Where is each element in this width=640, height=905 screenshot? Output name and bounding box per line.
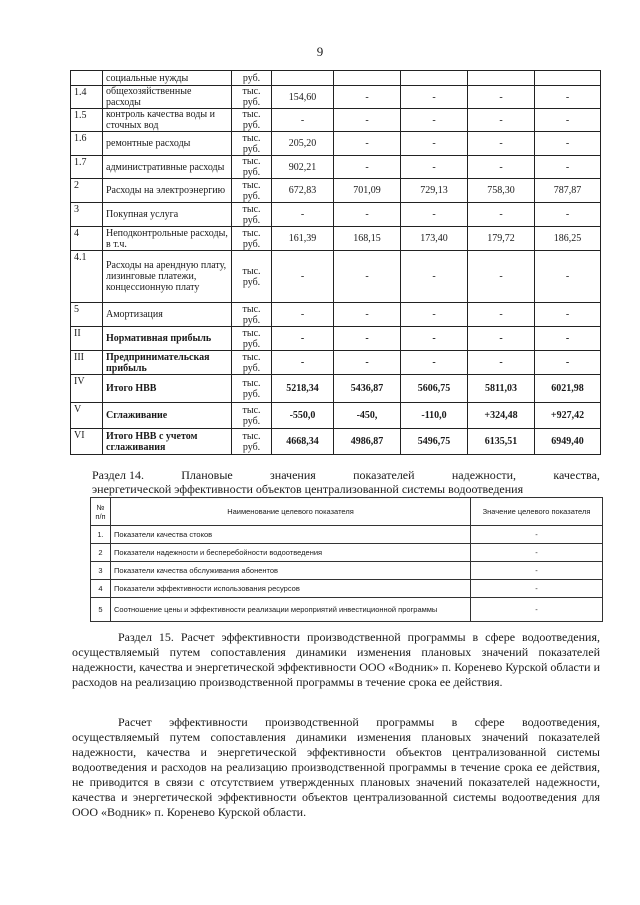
row-name: административные расходы — [103, 156, 232, 179]
page-number: 9 — [316, 44, 324, 59]
table-row — [91, 544, 603, 562]
section-15-paragraph — [72, 630, 600, 690]
table-row — [71, 203, 601, 227]
section-14-word: показателей — [353, 468, 415, 482]
row-value: - — [468, 109, 535, 132]
target-indicators-table — [90, 497, 603, 622]
indicator-number: 4 — [91, 580, 111, 598]
header-indicator-name: Наименование целевого показателя — [111, 498, 471, 526]
indicator-value: - — [471, 544, 603, 562]
row-value: 173,40 — [401, 227, 468, 251]
row-value: - — [468, 86, 535, 109]
row-value: 5218,34 — [272, 375, 334, 403]
row-value: 902,21 — [272, 156, 334, 179]
header-number: № п/п — [91, 498, 111, 526]
table-row — [71, 351, 601, 375]
row-value — [535, 71, 601, 86]
row-value: - — [401, 109, 468, 132]
row-value: -450, — [334, 403, 401, 429]
table-row — [91, 562, 603, 580]
row-number: 4 — [71, 227, 103, 251]
row-value — [334, 71, 401, 86]
table-row — [71, 132, 601, 156]
row-value: -110,0 — [401, 403, 468, 429]
row-value: - — [535, 327, 601, 351]
row-name: Итого НВВ с учетом сглаживания — [103, 429, 232, 455]
row-value: - — [468, 327, 535, 351]
row-value: - — [401, 156, 468, 179]
row-value: - — [535, 203, 601, 227]
row-name: Предпринимательская прибыль — [103, 351, 232, 375]
row-number: 4.1 — [71, 251, 103, 303]
row-number: VI — [71, 429, 103, 455]
table-row — [71, 327, 601, 351]
table-row — [91, 580, 603, 598]
row-value: - — [468, 156, 535, 179]
indicator-number: 1. — [91, 526, 111, 544]
row-unit: тыс. руб. — [232, 351, 272, 375]
row-number: 1.6 — [71, 132, 103, 156]
row-value: - — [401, 132, 468, 156]
row-unit: тыс. руб. — [232, 179, 272, 203]
row-value — [401, 71, 468, 86]
row-value: - — [535, 251, 601, 303]
row-name: Нормативная прибыль — [103, 327, 232, 351]
efficiency-text: Расчет эффективности производственной программы в сфере водоотведения, осуществляемый путем сопоставления динамики изменения плановых значений показателей надежности, качества и энергетической эффективности объектов централизованной системы водоотведения и расходов на реализацию производственной программы в течение срока ее действия, не приводится в связи с отсутствием утвержденных плановых значений показателей надежности, качества и энергетической эффективности объектов централизованной системы водоотведения для ООО «Водник» п. Коренево Курской области. — [72, 715, 600, 819]
table-row — [71, 303, 601, 327]
row-value: 6135,51 — [468, 429, 535, 455]
table-row — [71, 71, 601, 86]
row-value: - — [468, 351, 535, 375]
row-name: социальные нужды — [103, 71, 232, 86]
row-value: - — [334, 132, 401, 156]
row-value: 161,39 — [272, 227, 334, 251]
indicator-name: Показатели эффективности использования ресурсов — [111, 580, 471, 598]
row-value: 6949,40 — [535, 429, 601, 455]
row-value: 179,72 — [468, 227, 535, 251]
row-value: 5496,75 — [401, 429, 468, 455]
expenses-table — [70, 70, 601, 455]
row-value: - — [535, 132, 601, 156]
row-unit: руб. — [232, 71, 272, 86]
row-value: 672,83 — [272, 179, 334, 203]
row-number: II — [71, 327, 103, 351]
row-number: 5 — [71, 303, 103, 327]
row-number — [71, 71, 103, 86]
row-value: 205,20 — [272, 132, 334, 156]
row-value: - — [334, 251, 401, 303]
indicator-name: Показатели качества обслуживания абонентов — [111, 562, 471, 580]
row-unit: тыс. руб. — [232, 403, 272, 429]
row-value: +324,48 — [468, 403, 535, 429]
table-row — [71, 109, 601, 132]
row-value: 5606,75 — [401, 375, 468, 403]
row-number: V — [71, 403, 103, 429]
row-value: - — [401, 351, 468, 375]
row-value: - — [272, 203, 334, 227]
row-value — [468, 71, 535, 86]
row-value: - — [401, 303, 468, 327]
row-unit: тыс. руб. — [232, 375, 272, 403]
row-number: 1.5 — [71, 109, 103, 132]
row-name: Покупная услуга — [103, 203, 232, 227]
row-value: - — [334, 156, 401, 179]
row-unit: тыс. руб. — [232, 156, 272, 179]
section-14-word: качества, — [553, 468, 600, 482]
row-number: III — [71, 351, 103, 375]
row-value: 154,60 — [272, 86, 334, 109]
row-unit: тыс. руб. — [232, 203, 272, 227]
row-value: +927,42 — [535, 403, 601, 429]
table-row — [71, 251, 601, 303]
table-row — [91, 598, 603, 622]
row-value: - — [401, 86, 468, 109]
row-value: - — [334, 351, 401, 375]
table-row — [71, 156, 601, 179]
row-value: - — [468, 132, 535, 156]
table-row — [71, 86, 601, 109]
indicator-number: 5 — [91, 598, 111, 622]
row-unit: тыс. руб. — [232, 429, 272, 455]
section-14-word: надежности, — [451, 468, 517, 482]
row-value: - — [468, 203, 535, 227]
row-name: Сглаживание — [103, 403, 232, 429]
row-number: 2 — [71, 179, 103, 203]
row-value: 787,87 — [535, 179, 601, 203]
section-14-heading-line2: энергетической эффективности объектов централизованной системы водоотведения — [92, 482, 524, 496]
row-value: - — [272, 109, 334, 132]
row-name: контроль качества воды и сточных вод — [103, 109, 232, 132]
section-14-word: Раздел 14. — [92, 468, 144, 482]
row-name: общехозяйственные расходы — [103, 86, 232, 109]
row-unit: тыс. руб. — [232, 86, 272, 109]
row-value: -550,0 — [272, 403, 334, 429]
row-number: IV — [71, 375, 103, 403]
row-value: - — [334, 327, 401, 351]
row-value: - — [535, 109, 601, 132]
section-14-word: Плановые — [181, 468, 233, 482]
row-unit: тыс. руб. — [232, 327, 272, 351]
row-number: 1.4 — [71, 86, 103, 109]
row-value: - — [334, 303, 401, 327]
row-value: - — [334, 86, 401, 109]
indicator-name: Показатели качества стоков — [111, 526, 471, 544]
row-name: Неподконтрольные расходы, в т.ч. — [103, 227, 232, 251]
table-row — [71, 179, 601, 203]
row-value: 4668,34 — [272, 429, 334, 455]
row-name: Итого НВВ — [103, 375, 232, 403]
section-15-text: Раздел 15. Расчет эффективности производственной программы в сфере водоотведения, осуществляемый путем сопоставления динамики изменения плановых значений показателей надежности, качества и энергетической эффективности ООО «Водник» п. Коренево Курской области и расходов на реализацию производственной программы в течение срока ее действия. — [72, 630, 600, 689]
row-value: - — [535, 86, 601, 109]
row-value: - — [334, 203, 401, 227]
row-value: - — [334, 109, 401, 132]
row-unit: тыс. руб. — [232, 303, 272, 327]
row-value: - — [272, 303, 334, 327]
indicator-value: - — [471, 580, 603, 598]
row-value: - — [535, 156, 601, 179]
indicator-number: 3 — [91, 562, 111, 580]
row-value: 701,09 — [334, 179, 401, 203]
row-number: 1.7 — [71, 156, 103, 179]
table-row — [91, 526, 603, 544]
efficiency-paragraph — [72, 715, 600, 820]
row-value: - — [272, 251, 334, 303]
row-value: - — [272, 351, 334, 375]
row-value — [272, 71, 334, 86]
indicator-number: 2 — [91, 544, 111, 562]
row-value: - — [535, 351, 601, 375]
row-value: 5436,87 — [334, 375, 401, 403]
row-value: 186,25 — [535, 227, 601, 251]
row-name: Расходы на арендную плату, лизинговые платежи, концессионную плату — [103, 251, 232, 303]
indicator-value: - — [471, 598, 603, 622]
table-row — [71, 429, 601, 455]
indicator-value: - — [471, 562, 603, 580]
indicator-value: - — [471, 526, 603, 544]
row-value: - — [272, 327, 334, 351]
row-name: ремонтные расходы — [103, 132, 232, 156]
row-value: - — [535, 303, 601, 327]
section-14-heading — [92, 468, 600, 496]
header-indicator-value: Значение целевого показателя — [471, 498, 603, 526]
table-row — [71, 403, 601, 429]
row-name: Расходы на электроэнергию — [103, 179, 232, 203]
row-value: 729,13 — [401, 179, 468, 203]
row-number: 3 — [71, 203, 103, 227]
row-value: - — [468, 303, 535, 327]
row-unit: тыс. руб. — [232, 227, 272, 251]
row-value: - — [401, 327, 468, 351]
row-value: - — [401, 203, 468, 227]
row-value: 168,15 — [334, 227, 401, 251]
row-value: 4986,87 — [334, 429, 401, 455]
row-value: - — [468, 251, 535, 303]
row-unit: тыс. руб. — [232, 132, 272, 156]
row-value: 6021,98 — [535, 375, 601, 403]
row-value: 5811,03 — [468, 375, 535, 403]
indicator-name: Соотношение цены и эффективности реализации мероприятий инвестиционной программы — [111, 598, 471, 622]
indicator-name: Показатели надежности и бесперебойности водоотведения — [111, 544, 471, 562]
row-name: Амортизация — [103, 303, 232, 327]
row-value: 758,30 — [468, 179, 535, 203]
row-unit: тыс. руб. — [232, 251, 272, 303]
section-14-word: значения — [270, 468, 316, 482]
row-unit: тыс. руб. — [232, 109, 272, 132]
table-row — [71, 227, 601, 251]
row-value: - — [401, 251, 468, 303]
table-row — [71, 375, 601, 403]
